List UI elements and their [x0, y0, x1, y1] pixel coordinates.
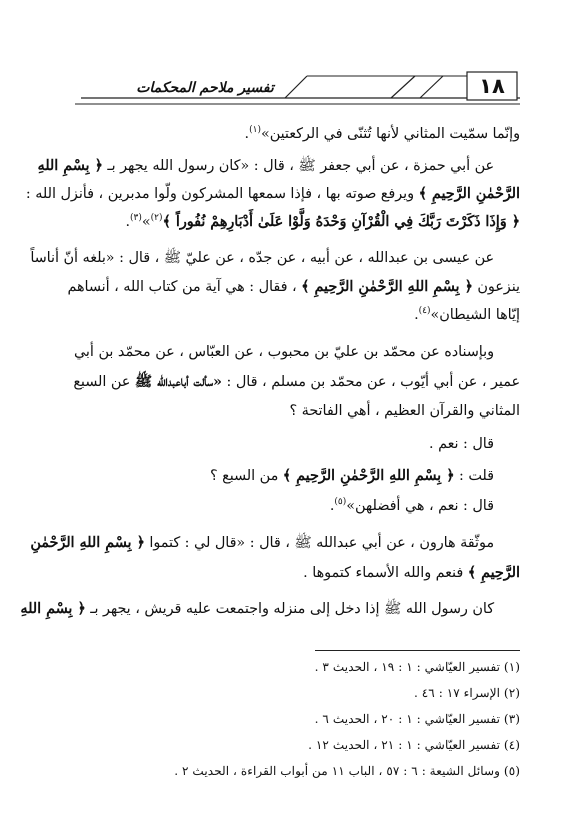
- footnote: (١) تفسير العيّاشي : ١ : ١٩ ، الحديث ٣ .: [314, 660, 520, 674]
- text-line: كان رسول الله ﷺ إذا دخل إلى منزله واجتمعت عليه قريش ، يجهر بـ ﴿ بِسْمِ اللهِ: [20, 601, 494, 617]
- text-line: وبإسناده عن محمّد بن عليّ بن محبوب ، عن العبّاس ، عن محمّد بن أبي: [74, 344, 494, 360]
- text-line: موثّقة هارون ، عن أبي عبدالله ﷺ ، قال : «قال لي : كتموا ﴿ بِسْمِ اللهِ الرَّحْمٰنِ: [30, 535, 494, 551]
- quran-verse: ﴿ بِسْمِ اللهِ الرَّحْمٰنِ الرَّحِيمِ ﴾: [301, 279, 473, 295]
- text-line: ينزعون ﴿ بِسْمِ اللهِ الرَّحْمٰنِ الرَّحِيمِ ﴾ ، فقال : هي آية من كتاب الله ، أنساهم: [67, 279, 520, 295]
- text-line: وإنّما سمّيت المثاني لأنها تُثنّى في الركعتين»$^{(١)}$.: [244, 125, 520, 142]
- quran-verse: ﴿ بِسْمِ اللهِ الرَّحْمٰنِ الرَّحِيمِ ﴾: [282, 468, 455, 484]
- quran-verse: الرَّحْمٰنِ الرَّحِيمِ ﴾: [418, 186, 520, 202]
- text-line: المثاني والقرآن العظيم ، أهي الفاتحة ؟: [289, 403, 520, 419]
- footnote: (٤) تفسير العيّاشي : ١ : ٢١ ، الحديث ١٢ .: [308, 738, 520, 752]
- text-line: الرَّحْمٰنِ الرَّحِيمِ ﴾ ويرفع صوته بها ، فإذا سمعها المشركون ولّوا مدبرين ، فأنزل الله :: [25, 186, 520, 202]
- text-line: الرَّحِيمِ ﴾ فنعم والله الأسماء كتموها .: [303, 565, 520, 581]
- text-line: قال : نعم .: [429, 436, 494, 452]
- text-line: عمير ، عن أبي أيّوب ، عن محمّد بن مسلم ، قال : «سألت أباعبدالله ﷺ عن السبع: [73, 374, 520, 390]
- quran-verse: ﴿ بِسْمِ اللهِ الرَّحْمٰنِ: [30, 535, 145, 551]
- quran-verse: الرَّحِيمِ ﴾: [467, 565, 520, 581]
- page-number: ١٨: [479, 74, 505, 98]
- text-line: قلت : ﴿ بِسْمِ اللهِ الرَّحْمٰنِ الرَّحِيمِ ﴾ من السبع ؟: [210, 468, 494, 484]
- quran-verse: ﴿ بِسْمِ اللهِ: [20, 601, 86, 617]
- footnote-separator: [315, 650, 520, 651]
- quran-verse: ﴿ وَإِذَا ذَكَرْتَ رَبَّكَ فِي الْقُرْآنِ وَحْدَهُ وَلَّوْا عَلَىٰ أَدْبَارِهِمْ نُفُوراً ﴾: [162, 214, 520, 230]
- running-title: تفسير ملاحم المحكمات: [136, 80, 274, 96]
- footnote: (٥) وسائل الشيعة : ٦ : ٥٧ ، الباب ١١ من أبواب القراءة ، الحديث ٢ .: [174, 764, 520, 778]
- text-line: ﴿ وَإِذَا ذَكَرْتَ رَبَّكَ فِي الْقُرْآنِ وَحْدَهُ وَلَّوْا عَلَىٰ أَدْبَارِهِمْ نُفُوراً ﴾$^{(٢)}$»$^{(٣)}$.: [125, 213, 520, 230]
- page-header: [75, 68, 520, 110]
- quran-verse: ﴿ بِسْمِ اللهِ: [37, 158, 103, 174]
- text-line: إيّاها الشيطان»$^{(٤)}$.: [414, 306, 520, 323]
- footnote: (٣) تفسير العيّاشي : ١ : ٢٠ ، الحديث ٦ .: [314, 712, 520, 726]
- text-line: قال : نعم ، هي أفضلهن»$^{(٥)}$.: [329, 497, 494, 514]
- text-line: عن عيسى بن عبدالله ، عن أبيه ، عن جدّه ، عن عليّ ﷺ ، قال : «بلغه أنّ أناساً: [30, 250, 494, 266]
- text-line: عن أبي حمزة ، عن أبي جعفر ﷺ ، قال : «كان رسول الله يجهر بـ ﴿ بِسْمِ اللهِ: [37, 158, 494, 174]
- footnote: (٢) الإسراء ١٧ : ٤٦ .: [413, 686, 520, 700]
